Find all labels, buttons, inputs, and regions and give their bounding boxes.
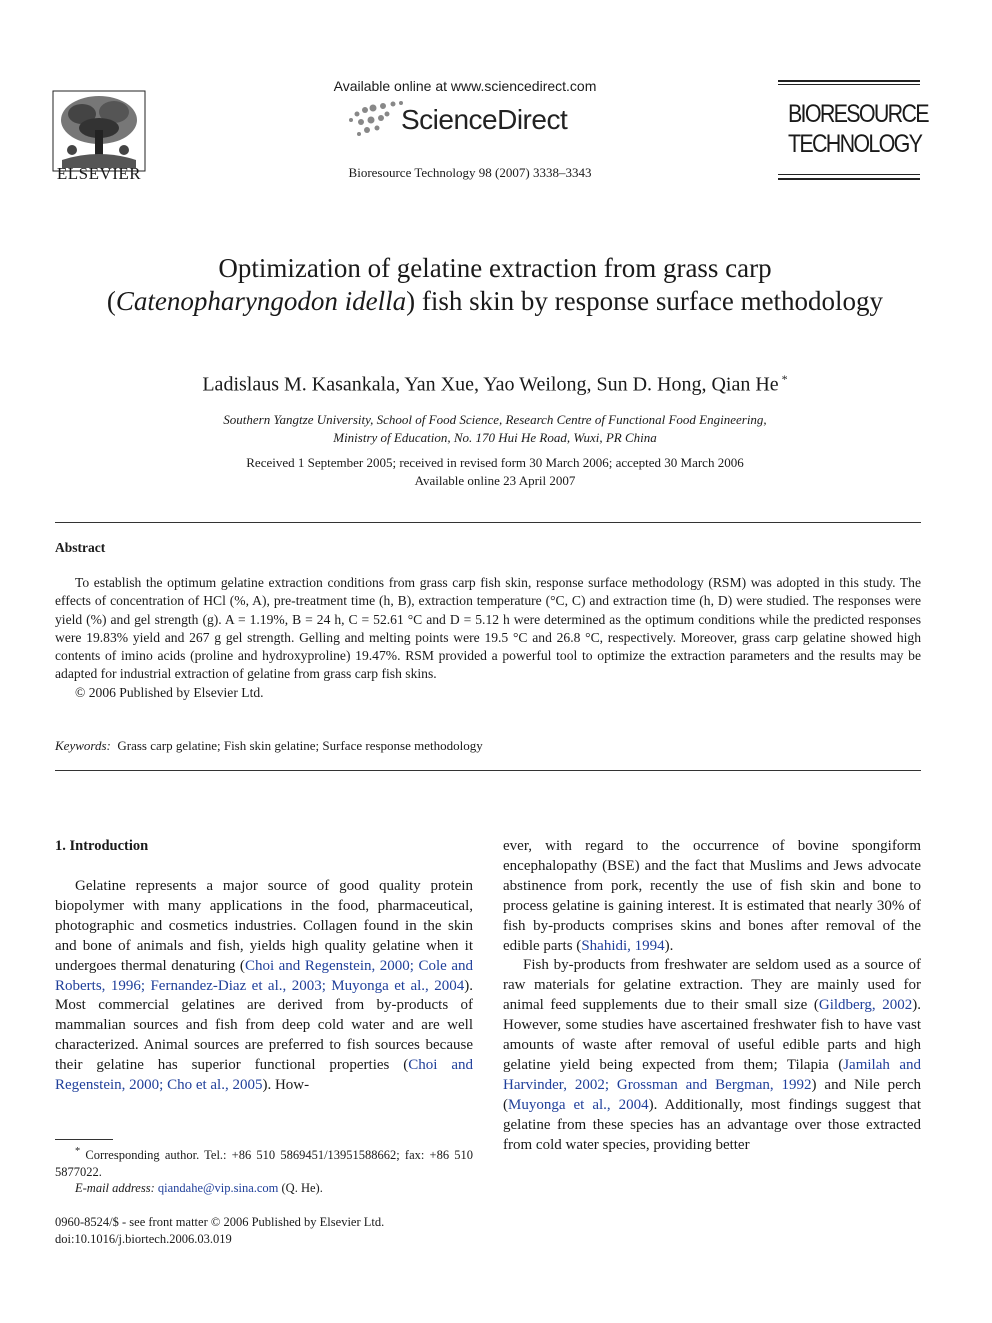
publisher-name: ELSEVIER: [56, 164, 142, 183]
section-heading-introduction: 1. Introduction: [55, 838, 149, 854]
keywords-label: Keywords:: [55, 738, 111, 753]
affiliation-line2: Ministry of Education, No. 170 Hui He Road, Wuxi, PR China: [333, 430, 657, 445]
text-run: ).: [664, 937, 674, 954]
text-run: ). How-: [262, 1077, 310, 1094]
intro-paragraph-1-cont: [503, 837, 921, 956]
abstract-copyright: © 2006 Published by Elsevier Ltd.: [75, 684, 264, 700]
text-run: ). However, some studies have ascertained freshwater fish to have vast amounts of waste after removal of useful edible parts and high gelatine yield being expected from them; Tilapia (: [503, 997, 921, 1073]
author-list: [80, 372, 910, 397]
footnote: [55, 1144, 473, 1197]
footnote-mark: *: [75, 1146, 81, 1157]
available-online-text: Available online at www.sciencedirect.com: [333, 78, 597, 94]
citation-link[interactable]: Gildberg, 2002: [818, 997, 913, 1014]
footnote-rule: [55, 1139, 113, 1140]
journal-logo-line1: BIORESOURCE: [787, 100, 928, 128]
journal-logo-line2: TECHNOLOGY: [787, 130, 922, 158]
footnote-corresponding: [55, 1144, 473, 1180]
footnote-email: [55, 1180, 473, 1197]
page-footer: [55, 1214, 555, 1247]
affiliation-line1: Southern Yangtze University, School of Food Science, Research Centre of Functional Food Engineering,: [223, 412, 767, 427]
email-suffix: (Q. He).: [278, 1181, 323, 1196]
article-title: [100, 252, 890, 318]
corresponding-author-mark[interactable]: *: [778, 372, 788, 386]
intro-paragraph-2: [503, 956, 921, 1155]
citation-link[interactable]: Choi and Regenstein, 2000; Cole and Roberts, 1996; Fernandez-Diaz et al., 2003; Muyonga et al., 2004: [55, 957, 473, 994]
keywords-list: Grass carp gelatine; Fish skin gelatine; Surface response methodology: [117, 738, 483, 753]
text-run: ) and Nile perch (: [503, 1076, 921, 1113]
journal-citation: Bioresource Technology 98 (2007) 3338–3343: [348, 165, 592, 180]
article-dates: [120, 454, 870, 490]
journal-logo: [778, 80, 928, 180]
abstract-heading: Abstract: [55, 540, 106, 555]
authors: Ladislaus M. Kasankala, Yan Xue, Yao Weilong, Sun D. Hong, Qian He: [202, 373, 779, 396]
title-species: Catenopharyngodon idella: [115, 286, 407, 316]
column-left: [55, 877, 473, 1096]
text-run: ). Additionally, most findings suggest that gelatine from these species has an advantage over those extracted from cold water species, providing better: [503, 1096, 921, 1153]
abstract-body: [55, 574, 921, 702]
email-link[interactable]: qiandahe@vip.sina.com: [157, 1181, 279, 1196]
citation-link[interactable]: Choi and Regenstein, 2000; Cho et al., 2005: [55, 1057, 473, 1094]
intro-paragraph-1: [55, 877, 473, 1096]
citation-link[interactable]: Jamilah and Harvinder, 2002; Grossman and Bergman, 1992: [503, 1056, 921, 1093]
footnote-text: Corresponding author. Tel.: +86 510 5869451/13951588662; fax: +86 510 5877022.: [55, 1148, 473, 1179]
available-date: Available online 23 April 2007: [414, 473, 576, 488]
footer-issn: 0960-8524/$ - see front matter © 2006 Published by Elsevier Ltd.: [55, 1215, 385, 1229]
sciencedirect-logo: [345, 98, 605, 142]
divider-bottom: [55, 770, 921, 771]
citation-link[interactable]: Muyonga et al., 2004: [508, 1096, 649, 1113]
divider-top: [55, 522, 921, 523]
affiliation: [120, 411, 870, 447]
text-run: ever, with regard to the occurrence of bovine spongiform encephalopathy (BSE) and the fact that Muslims and Jews advocate abstinence from pork, recently the use of fish skin and bone to process gelatine is gaining interest. It is estimated that nearly 30% of fish by-products comprises skins and bones after removal of the edible parts (: [503, 838, 921, 954]
abstract-text: To establish the optimum gelatine extraction conditions from grass carp fish skin, response surface methodology (RSM) was adopted in this study. The effects of concentration of HCl (%, A), pre-treatment time (h, B), extraction temperature (°C, C) and extraction time (h, D) were studied. The responses were yield (%) and gel strength (g). A = 1.19%, B = 24 h, C = 52.61 °C and D = 5.12 h were determined as the optimum conditions while the predicted responses were 19.83% yield and 267 g gel strength. Gelling and melting points were 19.5 °C and 26.8 °C, respectively. Moreover, grass carp gelatine showed high contents of imino acids (proline and hydroxyproline) 19.47%. RSM provided a powerful tool to optimize the extraction parameters and the results may be adapted for industrial extraction of gelatine from grass carp fish skins.: [55, 575, 921, 682]
text-run: ). Most commercial gelatines are derived from by-products of mammalian sources and fish from deep cold water and are well characterized. Animal sources are preferred to fish sources because their gelatine has superior functional properties (: [55, 977, 473, 1074]
text-run: Gelatine represents a major source of good quality protein biopolymer with many applications in the food, pharmaceutical, photographic and cosmetics industries. Collagen found in the skin and bone of animals and fish, yields high quality gelatine when it undergoes thermal denaturing (: [55, 878, 473, 974]
text-run: Fish by-products from freshwater are seldom used as a source of raw materials for gelatine extraction. They are mainly used for animal feed supplements due to their small size (: [503, 957, 921, 1014]
sciencedirect-wordmark: ScienceDirect: [401, 104, 568, 135]
received-dates: Received 1 September 2005; received in revised form 30 March 2006; accepted 30 March 2006: [246, 455, 744, 470]
sciencedirect-dots-icon: [345, 100, 407, 140]
footer-doi[interactable]: doi:10.1016/j.biortech.2006.03.019: [55, 1231, 232, 1246]
column-right: [503, 837, 921, 1156]
email-label: E-mail address:: [75, 1181, 155, 1196]
keywords: [55, 738, 921, 754]
citation-link[interactable]: Shahidi, 1994: [581, 937, 665, 954]
title-part1: Optimization of gelatine extraction from grass carp (: [106, 253, 772, 316]
title-part2: ) fish skin by response surface methodology: [406, 286, 884, 316]
